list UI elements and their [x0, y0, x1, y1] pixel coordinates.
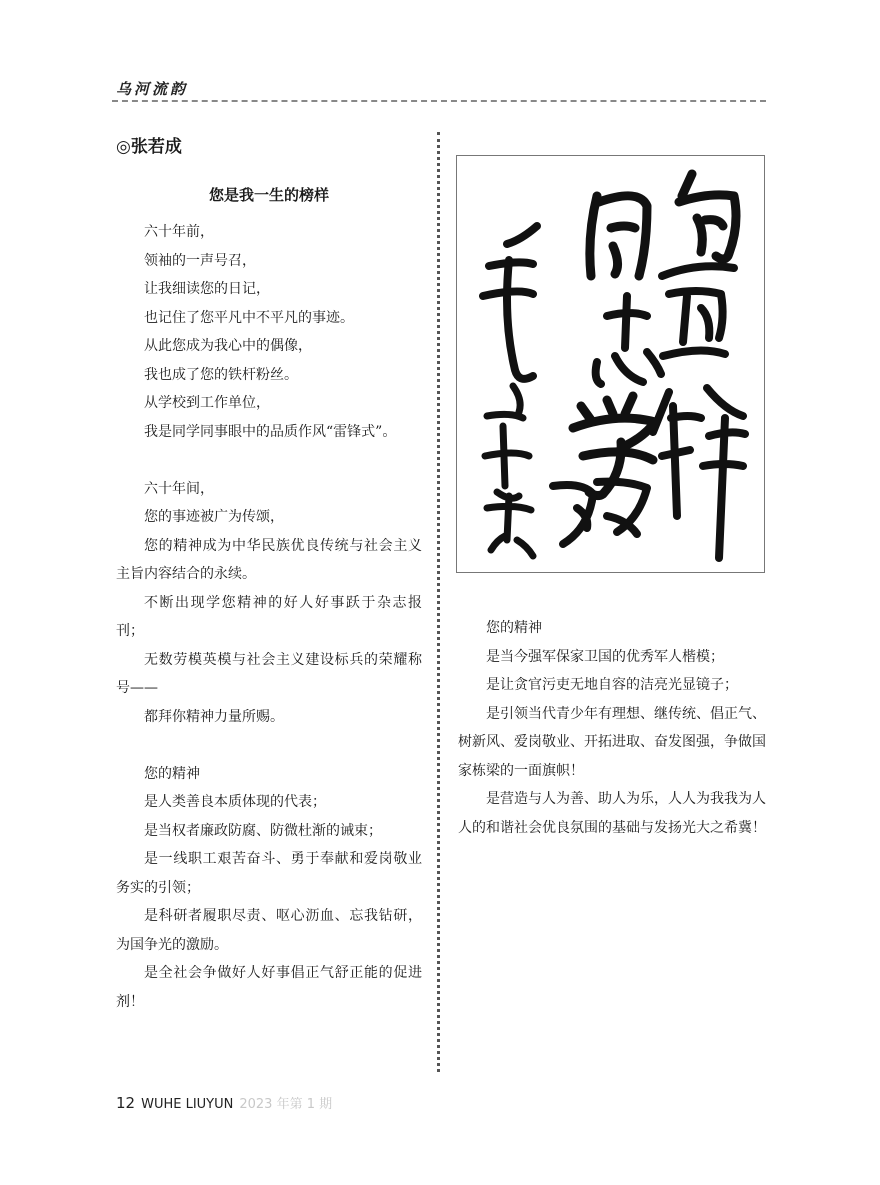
- poem-line: 从此您成为我心中的偶像，: [144, 338, 312, 354]
- poem-line: 是引领当代青少年有理想、继传统、倡正气、树新风、爱岗敬业、开拓进取、奋发图强，争做国家栋梁的一面旗帜！: [458, 705, 766, 779]
- poem-line: 我也成了您的铁杆粉丝。: [144, 366, 298, 383]
- poem-line: 也记住了您平凡中不平凡的事迹。: [144, 309, 354, 326]
- author-name: ◎张若成: [116, 137, 182, 157]
- column-divider: [437, 132, 440, 1072]
- poem-line: 让我细读您的日记，: [144, 281, 270, 297]
- poem-line: 六十年前，: [144, 224, 214, 240]
- poem-line: 是科研者履职尽责、呕心沥血、忘我钻研，为国争光的激励。: [116, 908, 422, 953]
- header-divider: [112, 100, 766, 102]
- issue-label: 2023 年第 1 期: [239, 1097, 333, 1112]
- journal-header-title: 乌河流韵: [116, 80, 189, 98]
- poem-line: 您的精神成为中华民族优良传统与社会主义主旨内容结合的永续。: [116, 537, 422, 582]
- poem-line: 六十年间，: [144, 480, 214, 497]
- poem-line: 您的精神: [144, 765, 200, 782]
- left-text-column: [116, 218, 422, 1016]
- poem-line: 从学校到工作单位，: [144, 395, 270, 411]
- poem-line: 您的精神: [486, 620, 542, 636]
- poem-line: 都拜你精神力量所赐。: [144, 708, 284, 725]
- journal-name: WUHE LIUYUN: [141, 1097, 234, 1112]
- poem-line: 是人类善良本质体现的代表；: [144, 794, 326, 810]
- poem-line: 是让贪官污吏无地自容的洁亮光显镜子；: [486, 677, 738, 693]
- poem-line: 无数劳模英模与社会主义建设标兵的荣耀称号——: [116, 651, 422, 696]
- poem-line: 是当权者廉政防腐、防微杜渐的诫束；: [144, 822, 382, 839]
- calligraphy-artwork: [457, 156, 766, 574]
- poem-line: 我是同学同事眼中的品质作风“雷锋式”。: [144, 423, 397, 440]
- poem-line: 您的事迹被广为传颂，: [144, 509, 284, 525]
- poem-line: 是一线职工艰苦奋斗、勇于奉献和爱岗敬业务实的引领；: [116, 851, 422, 896]
- poem-title: 您是我一生的榜样: [208, 186, 329, 204]
- poem-line: 不断出现学您精神的好人好事跃于杂志报刊；: [116, 594, 422, 639]
- stanza-break: [116, 446, 422, 475]
- poem-line: 是当今强军保家卫国的优秀军人楷模；: [486, 648, 724, 665]
- poem-line: 领袖的一声号召，: [144, 252, 256, 269]
- stanza-break: [116, 731, 422, 760]
- poem-line: 是营造与人为善、助人为乐，人人为我我为人人的和谐社会优良氛围的基础与发扬光大之希冀！: [458, 791, 766, 836]
- poem-line: 是全社会争做好人好事倡正气舒正能的促进剂！: [116, 965, 422, 1010]
- page-footer: [116, 1093, 332, 1112]
- page-number: 12: [116, 1094, 136, 1112]
- calligraphy-image: [456, 155, 765, 573]
- right-text-column: [458, 614, 766, 842]
